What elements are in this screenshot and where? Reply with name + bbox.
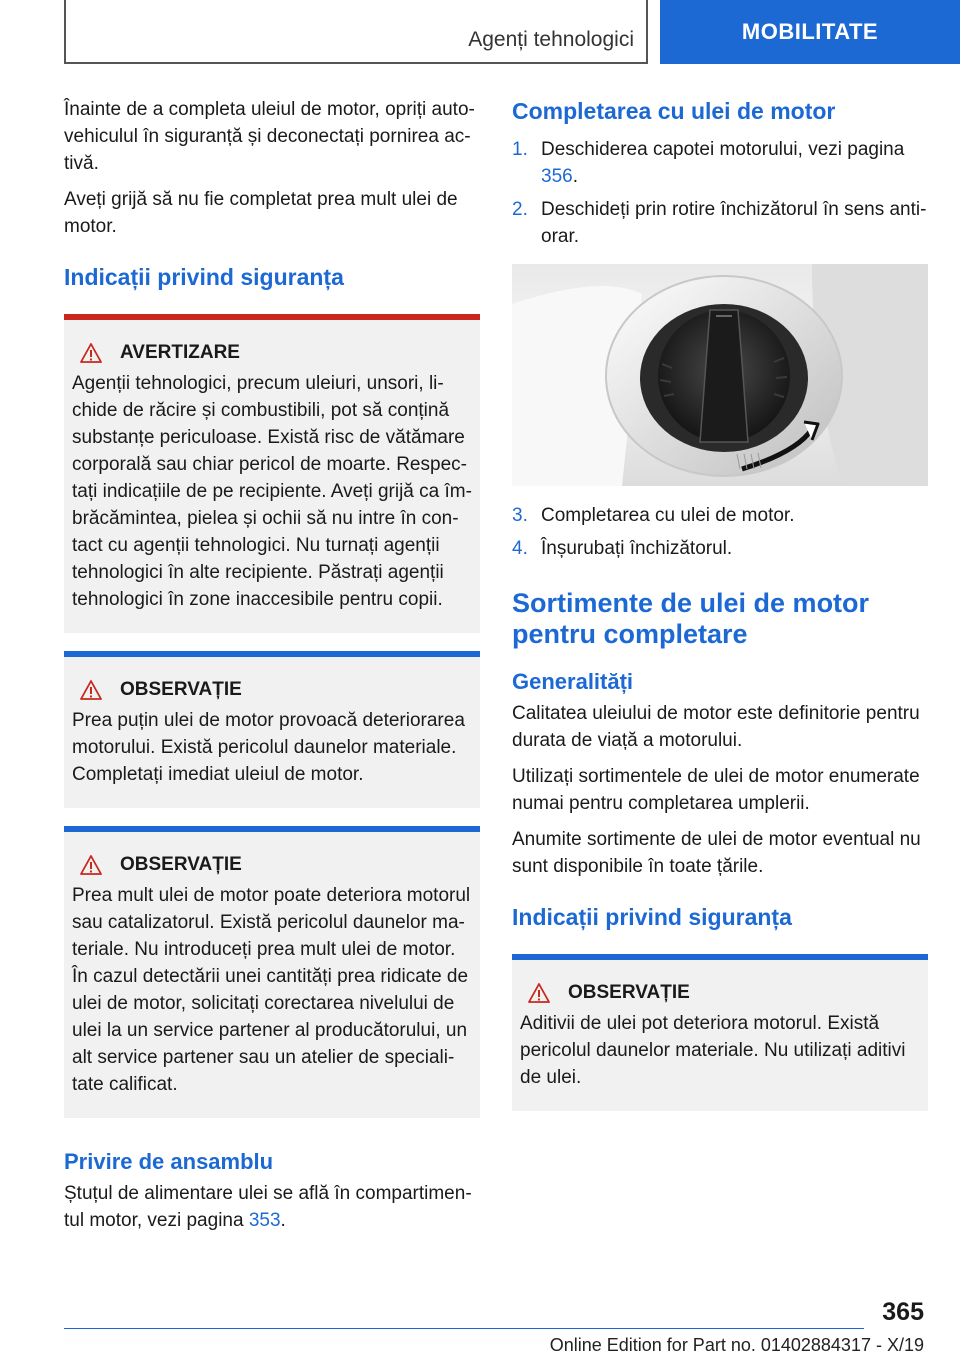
notice-text-1: Prea puțin ulei de motor provoacă deteriorarea motorului. Există pericolul daunelor materiale. Completați imediat uleiul de motor. (72, 710, 465, 785)
steps-list-b (512, 502, 928, 562)
footer-divider (64, 1328, 864, 1329)
header-section-box (64, 0, 648, 64)
notice-triangle-icon (80, 855, 102, 875)
list-item (512, 535, 928, 562)
warning-text: Agenții tehnologici, precum uleiuri, unsori, lichide de răcire și combustibili, pot să conțină substanțe periculoase. Există risc de vătămare corporală sau chiar pericol de moarte. Respectați indicațiile de pe recipiente. Aveți grijă ca îmbrăcămintea, pielea și ochii să nu intre în contact cu agenții tehnologici. Nu turnați agenții tehnologici în alte recipiente. Păstrați agenții tehnologici în zone inaccesibile pentru copii. (72, 373, 472, 610)
page-link-356[interactable]: 356 (541, 166, 573, 187)
intro-paragraph-1: Înainte de a completa uleiul de motor, opriți autovehiculul în siguranță și deconectați pornirea activă. (64, 99, 475, 174)
list-item (512, 136, 928, 190)
step-number: 2. (512, 199, 528, 220)
general-heading: Generalități (512, 669, 634, 694)
notice-title-text-1: OBSERVAȚIE (120, 679, 242, 700)
notice-box-1 (64, 651, 480, 808)
safety-heading-right: Indicații privind siguranța (512, 904, 792, 930)
step-number: 4. (512, 538, 528, 559)
header-chapter-tab[interactable]: MOBILITATE (660, 0, 960, 64)
notice-title-3 (528, 982, 920, 1004)
header-section-title: Agenți tehnologici (468, 28, 634, 51)
notice-text-2: Prea mult ulei de motor poate deteriora motorul sau catalizatorul. Există pericolul daunelor materiale. Nu introduceți prea mult ulei de motor. În cazul detectării unei cantități prea ridicate de ulei de motor, solicitați corectarea nivelului de ulei la un service partener al producătorului, un alt service partener sau un atelier de specialitate calificat. (72, 885, 471, 1095)
page-number: 365 (882, 1298, 924, 1326)
general-paragraph-1: Calitatea uleiului de motor este definitorie pentru durata de viață a motorului. (512, 703, 920, 751)
notice-triangle-icon (80, 680, 102, 700)
page-link-353[interactable]: 353 (248, 1210, 281, 1231)
intro-paragraph-2: Aveți grijă să nu fie completat prea mult ulei de motor. (64, 189, 458, 237)
overview-end: . (280, 1210, 286, 1231)
notice-title-1 (80, 679, 472, 701)
notice-triangle-icon (528, 983, 550, 1003)
notice-title-2 (80, 854, 472, 876)
notice-text-3: Aditivii de ulei pot deteriora motorul. Există pericolul daunelor materiale. Nu utilizați aditivi de ulei. (520, 1013, 906, 1088)
list-item (512, 196, 928, 250)
warning-title (80, 342, 472, 364)
right-column (512, 96, 928, 1129)
step-text: Înșurubați închizătorul. (541, 538, 733, 559)
step-text: Completarea cu ulei de motor. (541, 505, 795, 526)
notice-title-text-2: OBSERVAȚIE (120, 854, 242, 875)
step-text: Deschiderea capotei motorului, vezi pagina (541, 139, 905, 160)
general-paragraph-3: Anumite sortimente de ulei de motor eventual nu sunt disponibile în toate țările. (512, 829, 921, 877)
general-paragraph-2: Utilizați sortimentele de ulei de motor enumerate numai pentru completarea umplerii. (512, 766, 920, 814)
overview-text: Ștuțul de alimentare ulei se află în compartimentul motor, vezi pagina (64, 1183, 472, 1231)
oil-cap-illustration (512, 264, 928, 486)
warning-triangle-icon (80, 343, 102, 363)
step-end: . (572, 166, 578, 187)
footer-edition: Online Edition for Part no. 01402884317 - X/19 (549, 1335, 924, 1355)
oil-cap-photo (512, 264, 928, 486)
warning-title-text: AVERTIZARE (120, 342, 240, 363)
notice-title-text-3: OBSERVAȚIE (568, 982, 690, 1003)
notice-box-3 (512, 954, 928, 1111)
fill-heading: Completarea cu ulei de motor (512, 98, 836, 124)
notice-box-2 (64, 826, 480, 1118)
sorts-heading: Sortimente de ulei de motor pentru completare (512, 588, 870, 649)
left-column (64, 96, 480, 1243)
step-number: 1. (512, 139, 528, 160)
list-item (512, 502, 928, 529)
step-number: 3. (512, 505, 528, 526)
overview-heading: Privire de ansamblu (64, 1149, 274, 1174)
warning-box (64, 314, 480, 633)
safety-heading-left: Indicații privind siguranța (64, 264, 344, 290)
step-text: Deschideți prin rotire închizătorul în sens antiorar. (541, 199, 927, 247)
steps-list-a (512, 136, 928, 250)
overview-paragraph (64, 1180, 480, 1234)
